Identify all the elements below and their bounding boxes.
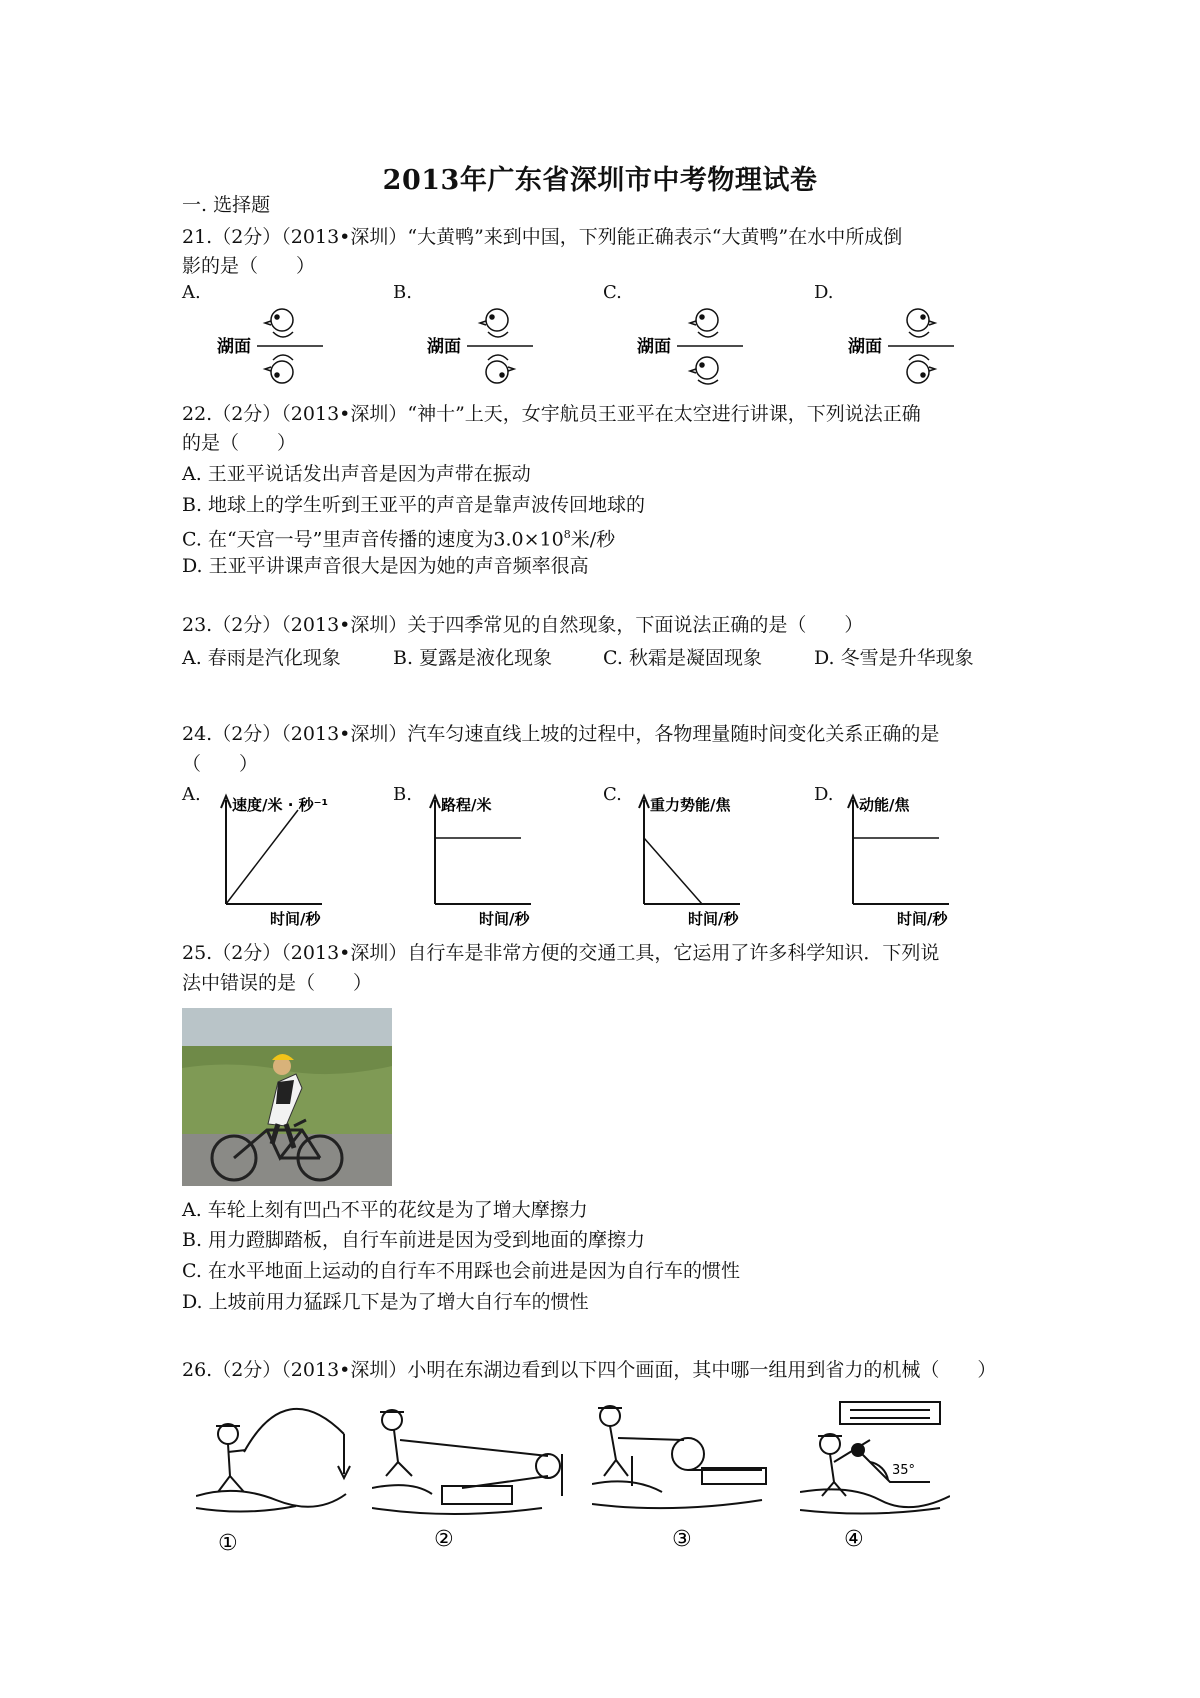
q21-option-c-label: C. (603, 282, 622, 303)
q24-graph-b (421, 788, 611, 928)
q24-option-d-label: D. (814, 784, 834, 805)
q26-lever-figure (800, 1396, 950, 1556)
lake-label: 湖面 (217, 337, 251, 357)
q23-option-d: D. 冬雪是升华现象 (814, 647, 974, 669)
q23-options (0, 643, 1200, 671)
q26-label-3: ③ (672, 1527, 692, 1552)
q24-graph-d (839, 788, 1029, 928)
q26-stem: 26.（2分）（2013•深圳）小明在东湖边看到以下四个画面，其中哪一组用到省力的机械（ ） (182, 1359, 997, 1381)
q25-option-a: A. 车轮上刻有凹凸不平的花纹是为了增大摩擦力 (182, 1199, 588, 1221)
q22-stem-line2: 的是（ ） (182, 432, 297, 454)
q24-graph-a-ylabel: 速度/米 · 秒⁻¹ (232, 796, 329, 814)
q22-option-d: D. 王亚平讲课声音很大是因为她的声音频率很高 (182, 555, 589, 577)
q26-label-2: ② (434, 1527, 454, 1552)
q24-graph-d-xlabel: 时间/秒 (897, 910, 948, 928)
q21-duck-figure-d (846, 300, 961, 392)
page-title: 2013年广东省深圳市中考物理试卷 (382, 165, 818, 196)
q22-option-c: C. 在“天宫一号”里声音传播的速度为$3.0\times 10^8$米/秒 (182, 528, 616, 551)
q25-stem-line2: 法中错误的是（ ） (182, 972, 373, 994)
q25-cyclist-photo (182, 1008, 392, 1186)
svg-text:湖面: 湖面 (848, 337, 882, 357)
q24-graph-c-ylabel: 重力势能/焦 (650, 796, 731, 814)
q23-option-a: A. 春雨是汽化现象 (182, 647, 341, 669)
svg-text:湖面: 湖面 (637, 337, 671, 357)
q22-option-b: B. 地球上的学生听到王亚平的声音是靠声波传回地球的 (182, 494, 646, 516)
q24-graph-b-xlabel: 时间/秒 (479, 910, 530, 928)
q21-stem-line1: 21.（2分）（2013•深圳）“大黄鸭”来到中国，下列能正确表示“大黄鸭”在水中所成倒 (182, 226, 903, 248)
q21-duck-figure-b (425, 300, 540, 392)
q26-angle-label: 35° (892, 1463, 916, 1478)
q24-stem-line2: （ ） (182, 753, 259, 775)
q24-option-a-label: A. (182, 784, 201, 805)
q23-stem: 23.（2分）（2013•深圳）关于四季常见的自然现象，下面说法正确的是（ ） (182, 614, 864, 636)
q25-option-b: B. 用力蹬脚踏板，自行车前进是因为受到地面的摩擦力 (182, 1229, 646, 1251)
q21-option-b-label: B. (393, 282, 412, 303)
q24-graph-c-xlabel: 时间/秒 (688, 910, 739, 928)
q25-option-c: C. 在水平地面上运动的自行车不用踩也会前进是因为自行车的惯性 (182, 1260, 740, 1282)
q24-option-b-label: B. (393, 784, 412, 805)
section-heading: 一. 选择题 (182, 194, 271, 216)
q26-pulley-figure (592, 1396, 772, 1556)
q24-graph-a-xlabel: 时间/秒 (270, 910, 321, 928)
q24-stem-line1: 24.（2分）（2013•深圳）汽车匀速直线上坡的过程中，各物理量随时间变化关系正确的是 (182, 723, 940, 745)
q23-option-b: B. 夏露是液化现象 (393, 647, 553, 669)
q21-duck-figure-a (215, 300, 330, 392)
q23-option-c: C. 秋霜是凝固现象 (603, 647, 762, 669)
q26-label-4: ④ (844, 1527, 864, 1552)
q22-option-a: A. 王亚平说话发出声音是因为声带在振动 (182, 463, 531, 485)
q24-graph-d-ylabel: 动能/焦 (859, 796, 910, 814)
q21-option-a-label: A. (182, 282, 201, 303)
q21-duck-figure-c (635, 300, 750, 392)
q26-label-1: ① (218, 1531, 238, 1556)
q21-stem-line2: 影的是（ ） (182, 255, 316, 277)
q21-option-d-label: D. (814, 282, 834, 303)
q24-graph-a (212, 788, 402, 928)
q26-rope-figure (372, 1396, 572, 1556)
svg-text:湖面: 湖面 (427, 337, 461, 357)
q22-stem-line1: 22.（2分）（2013•深圳）“神十”上天，女宇航员王亚平在太空进行讲课，下列说法正确 (182, 403, 921, 425)
q25-option-d: D. 上坡前用力猛踩几下是为了增大自行车的惯性 (182, 1291, 589, 1313)
q24-option-c-label: C. (603, 784, 622, 805)
q24-graph-c (630, 788, 820, 928)
q26-fishing-figure (196, 1396, 356, 1556)
q25-stem-line1: 25.（2分）（2013•深圳）自行车是非常方便的交通工具，它运用了许多科学知识．下列说 (182, 942, 940, 964)
q24-graph-b-ylabel: 路程/米 (441, 796, 492, 814)
